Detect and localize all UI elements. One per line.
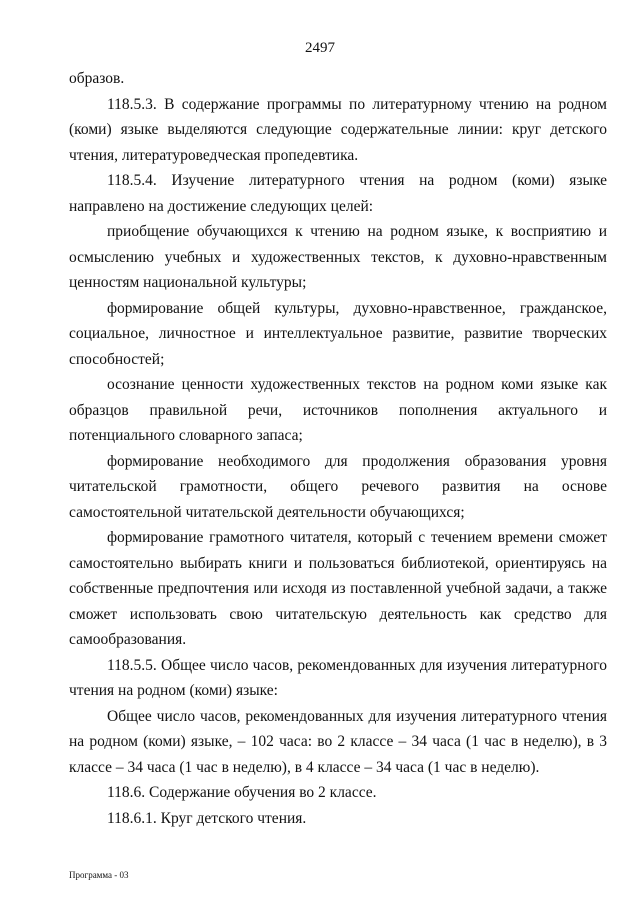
paragraph-118-5-3: 118.5.3. В содержание программы по литературному чтению на родном (коми) языке выделяются следующие содержательные линии: круг детского чтения, литературоведческая пропедевтика. [69,95,607,164]
goal-item-3: осознание ценности художественных текстов на родном коми языке как образцов правильной речи, источников пополнения актуального и потенциального словарного запаса; [69,376,607,444]
section-heading-118-6: 118.6. Содержание обучения во 2 классе. [107,784,377,801]
hours-paragraph: Общее число часов, рекомендованных для изучения литературного чтения на родном (коми) языке, – 102 часа: во 2 классе – 34 часа (1 час в неделю), в 3 классе – 34 часа (1 час в неделю), в 4 классе – 34 часа (1 час в неделю). [69,707,607,776]
paragraph-continuation: образов. [69,70,125,87]
goal-item-2: формирование общей культуры, духовно-нравственное, гражданское, социальное, личностное и интеллектуальное развитие, развитие творческих способностей; [69,299,607,368]
goal-item-4: формирование необходимого для продолжения образования уровня читательской грамотности, общего речевого развития на основе самостоятельной читательской деятельности обучающихся; [69,452,607,521]
paragraph-118-5-4: 118.5.4. Изучение литературного чтения на родном (коми) языке направлено на достижение следующих целей: [69,172,607,215]
page-number: 2497 [305,40,335,56]
footer-label: Программа - 03 [69,870,129,880]
paragraph-118-5-5: 118.5.5. Общее число часов, рекомендованных для изучения литературного чтения на родном (коми) языке: [69,656,607,699]
section-heading-118-6-1: 118.6.1. Круг детского чтения. [107,809,307,827]
goal-item-5: формирование грамотного читателя, который с течением времени сможет самостоятельно выбирать книги и пользоваться библиотекой, ориентируясь на собственные предпочтения или исходя из поставленной учебной задачи, а также сможет использовать свою читательскую деятельность как средство для самообразования. [69,529,607,648]
goal-item-1: приобщение обучающихся к чтению на родном языке, к восприятию и осмыслению учебных и художественных текстов, к духовно-нравственным ценностям национальной культуры; [69,223,607,291]
document-body [69,66,607,831]
